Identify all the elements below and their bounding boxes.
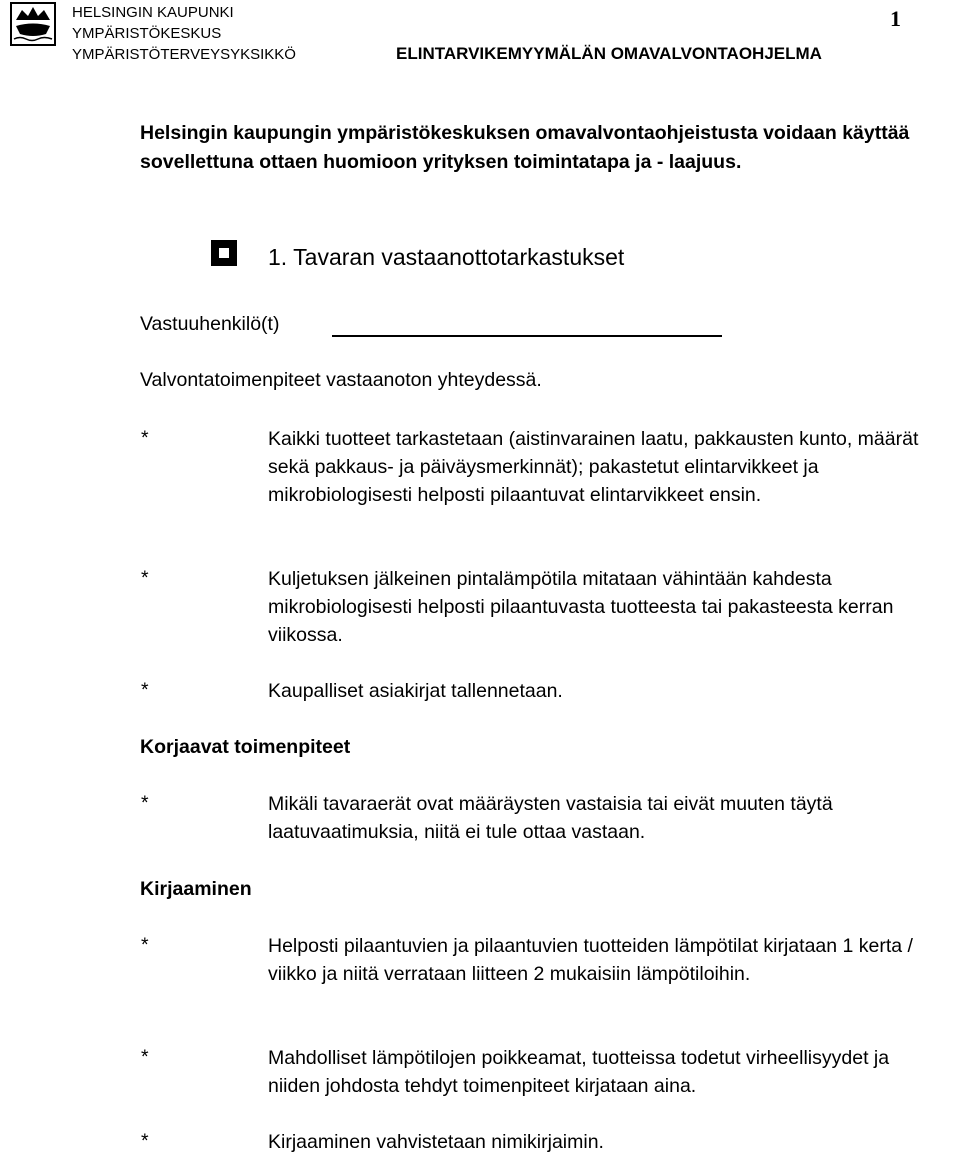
program-title: ELINTARVIKEMYYMÄLÄN OMAVALVONTAOHJELMA (396, 44, 822, 63)
bullet-star: * (141, 792, 149, 814)
recording-heading: Kirjaaminen (140, 878, 252, 900)
header-unit: YMPÄRISTÖTERVEYSYKSIKKÖ (72, 46, 296, 63)
control-label: Valvontatoimenpiteet vastaanoton yhteydessä. (140, 369, 542, 391)
bullet-star: * (141, 934, 149, 956)
bullet-star: * (141, 679, 149, 701)
bullet-star: * (141, 427, 149, 449)
section-title: 1. Tavaran vastaanottotarkastukset (268, 244, 625, 270)
control-item: Kaikki tuotteet tarkastetaan (aistinvarainen laatu, pakkausten kunto, määrät sekä pakkaus- ja päiväysmerkinnät); pakastetut elintarvikkeet ja mikrobiologisesti helposti pilaantuvat elintarvikkeet ensin. (268, 428, 919, 506)
control-item: Kuljetuksen jälkeinen pintalämpötila mitataan vähintään kahdesta mikrobiologisesti helposti pilaantuvasta tuotteesta tai pakasteesta kerran viikossa. (268, 568, 894, 646)
recording-item: Helposti pilaantuvien ja pilaantuvien tuotteiden lämpötilat kirjataan 1 kerta / viikko ja niitä verrataan liitteen 2 mukaisiin lämpötiloihin. (268, 935, 913, 985)
bullet-star: * (141, 1046, 149, 1068)
bullet-star: * (141, 1130, 149, 1152)
responsible-input-line[interactable] (332, 335, 722, 337)
intro-text: Helsingin kaupungin ympäristökeskuksen omavalvontaohjeistusta voidaan käyttää sovellettuna ottaen huomioon yrityksen toimintatapa ja - laajuus. (140, 122, 910, 173)
recording-item: Mahdolliset lämpötilojen poikkeamat, tuotteissa todetut virheellisyydet ja niiden johdosta tehdyt toimenpiteet kirjataan aina. (268, 1047, 890, 1097)
header-city: HELSINGIN KAUPUNKI (72, 4, 234, 21)
recording-item: Kirjaaminen vahvistetaan nimikirjaimin. (268, 1131, 604, 1153)
page-number: 1 (890, 6, 901, 31)
helsinki-crest-icon (10, 2, 56, 46)
checkbox-icon (211, 240, 237, 266)
bullet-star: * (141, 567, 149, 589)
corrective-heading: Korjaavat toimenpiteet (140, 736, 351, 758)
header-department: YMPÄRISTÖKESKUS (72, 25, 222, 42)
responsible-label: Vastuuhenkilö(t) (140, 313, 280, 335)
corrective-item: Mikäli tavaraerät ovat määräysten vastaisia tai eivät muuten täytä laatuvaatimuksia, niitä ei tule ottaa vastaan. (268, 793, 833, 843)
control-item: Kaupalliset asiakirjat tallennetaan. (268, 680, 563, 702)
